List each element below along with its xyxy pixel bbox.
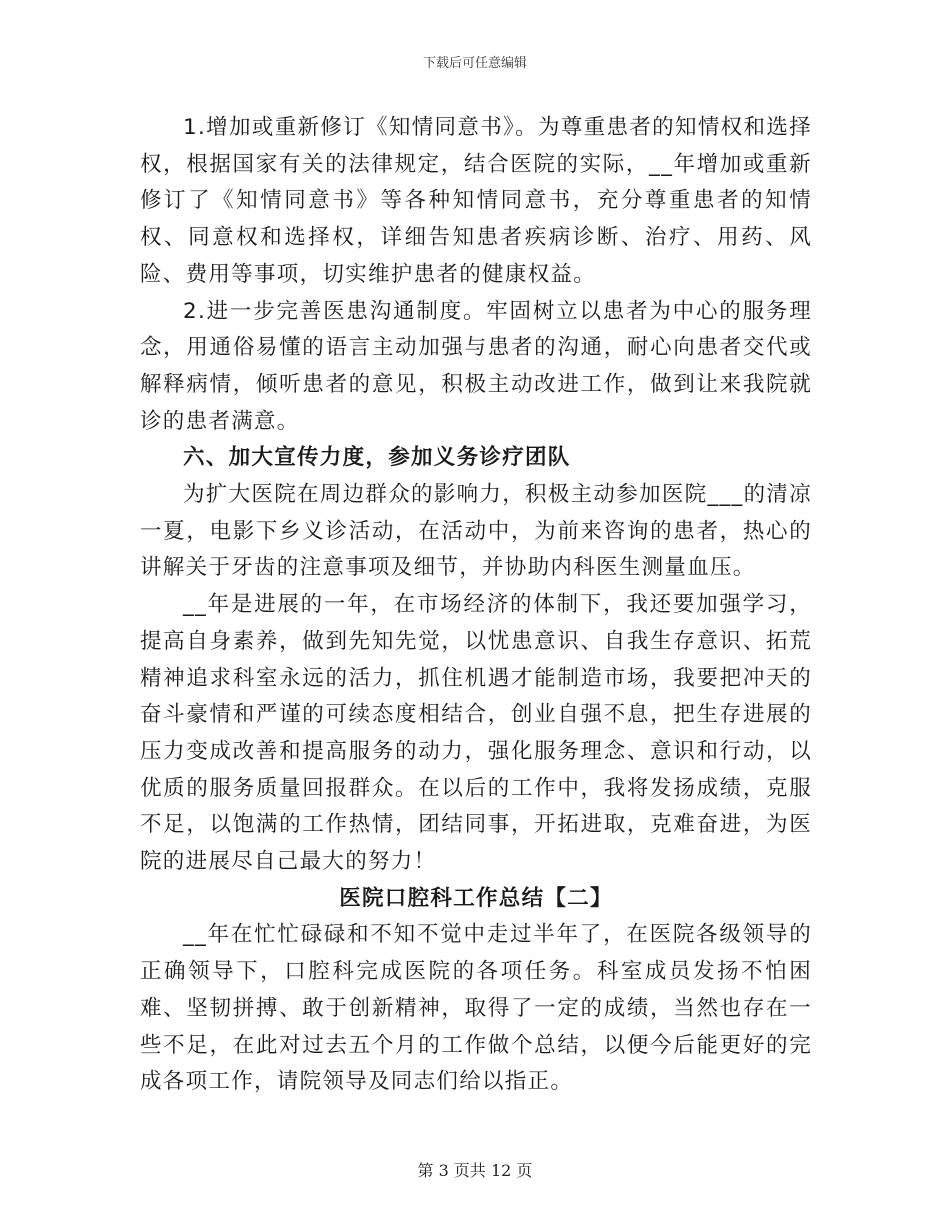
document-body bbox=[140, 110, 812, 1101]
paragraph-informed-consent: 1.增加或重新修订《知情同意书》。为尊重患者的知情权和选择权，根据国家有关的法律规定，结合医院的实际，__年增加或重新修订了《知情同意书》等各种知情同意书，充分尊重患者的知情权、同意权和选择权，详细告知患者疾病诊断、治疗、用药、风险、费用等事项，切实维护患者的健康权益。 bbox=[140, 115, 812, 287]
paragraph-year-plan: __年是进展的一年，在市场经济的体制下，我还要加强学习，提高自身素养，做到先知先觉，以忧患意识、自我生存意识、拓荒精神追求科室永远的活力，抓住机遇才能制造市场，我要把冲天的奋斗豪情和严谨的可续态度相结合，创业自强不息，把生存进展的压力变成改善和提高服务的动力，强化服务理念、意识和行动，以优质的服务质量回报群众。在以后的工作中，我将发扬成绩，克服不足，以饱满的工作热情，团结同事，开拓进取，克难奋进，为医院的进展尽自己最大的努力！ bbox=[140, 592, 812, 875]
page-number: 第 3 页共 12 页 bbox=[417, 1161, 533, 1180]
document-title-part-two: 医院口腔科工作总结【二】 bbox=[339, 885, 613, 911]
paragraph-communication: 2.进一步完善医患沟通制度。牢固树立以患者为中心的服务理念，用通俗易懂的语言主动加强与患者的沟通，耐心向患者交代或解释病情，倾听患者的意见，积极主动改进工作，做到让来我院就诊的患者满意。 bbox=[140, 298, 812, 434]
section-heading-six: 六、加大宣传力度，参加义务诊疗团队 bbox=[183, 445, 571, 471]
paragraph-volunteer: 为扩大医院在周边群众的影响力，积极主动参加医院___的清凉一夏，电影下乡义诊活动，在活动中，为前来咨询的患者，热心的讲解关于牙齿的注意事项及细节，并协助内科医生测量血压。 bbox=[140, 482, 812, 581]
paragraph-half-year: __年在忙忙碌碌和不知不觉中走过半年了，在医院各级领导的正确领导下，口腔科完成医院的各项任务。科室成员发扬不怕困难、坚韧拼搏、敢于创新精神，取得了一定的成绩，当然也存在一些不足，在此对过去五个月的工作做个总结，以便今后能更好的完成各项工作，请院领导及同志们给以指正。 bbox=[140, 922, 812, 1095]
page-header: 下载后可任意编辑 bbox=[422, 56, 527, 71]
